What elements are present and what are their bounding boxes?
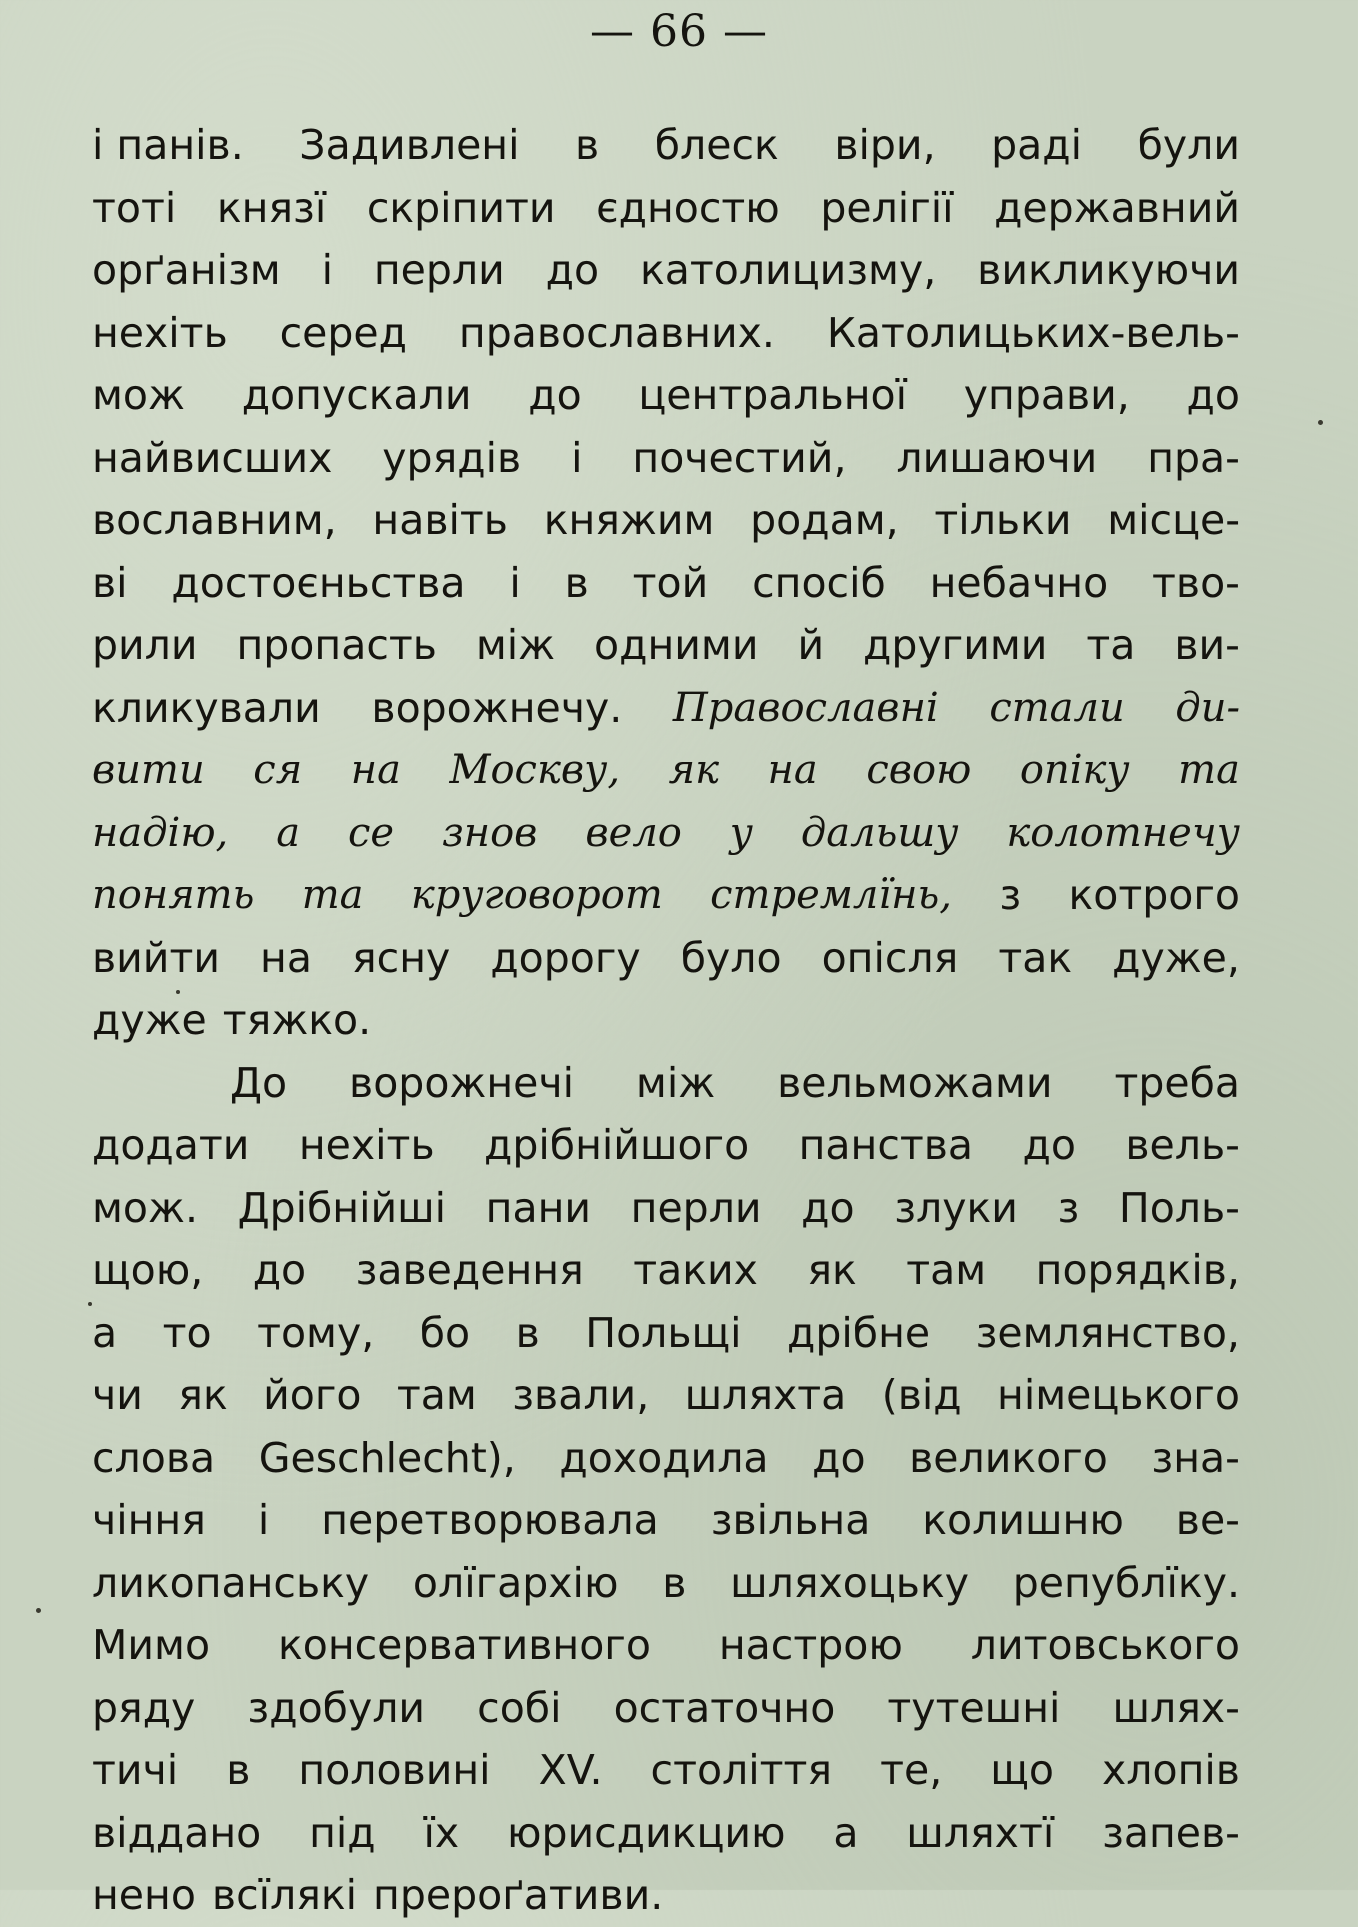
italic-word: у: [729, 809, 753, 856]
word: запев-: [1102, 1808, 1240, 1857]
text-line: [92, 927, 1240, 990]
word: дрібнійшого: [484, 1121, 750, 1169]
word: між: [475, 621, 556, 669]
word: найвисших: [92, 433, 333, 482]
word: дрібне: [787, 1308, 931, 1357]
word: і панів.: [92, 121, 244, 169]
italic-word: та: [301, 872, 364, 918]
word: консервативного: [277, 1621, 651, 1669]
word: та: [1086, 621, 1136, 669]
text-line: [92, 677, 1240, 740]
word: в: [662, 1558, 687, 1607]
word: викликуючи: [977, 246, 1240, 294]
word: одними: [594, 621, 759, 669]
word: ворожнечу.: [371, 683, 623, 732]
text-line: [92, 1052, 1240, 1115]
word: ви-: [1174, 621, 1240, 669]
word: місце-: [1107, 496, 1240, 544]
word: литовського: [970, 1621, 1240, 1669]
word: серед: [279, 308, 408, 357]
word: релігії: [820, 183, 954, 232]
word: там: [906, 1246, 987, 1294]
word: центральної: [638, 371, 908, 419]
text-line: [92, 1177, 1240, 1240]
italic-word: вити: [92, 747, 205, 793]
word: тяжко.: [222, 996, 372, 1044]
word: чіння: [92, 1496, 206, 1544]
word: вель-: [1125, 1121, 1240, 1169]
word: до: [801, 1183, 855, 1232]
word: скріпити: [366, 183, 556, 232]
word: там: [396, 1371, 477, 1419]
word: треба: [1114, 1058, 1240, 1107]
word: хлопів: [1102, 1746, 1240, 1794]
word: пани: [485, 1183, 592, 1232]
word: вельможами: [777, 1058, 1053, 1107]
word: його: [263, 1371, 362, 1419]
body-text: [92, 114, 1240, 1927]
word: й: [797, 621, 825, 669]
word: достоєньства: [171, 558, 466, 607]
word: доходила: [559, 1433, 769, 1482]
word: до: [545, 246, 600, 294]
word: колишню: [922, 1496, 1124, 1544]
text-line: [92, 1677, 1240, 1740]
word: перетворювала: [321, 1496, 659, 1544]
word: були: [1137, 121, 1240, 169]
word: той: [632, 558, 709, 607]
word: і: [257, 1496, 270, 1544]
word: в: [515, 1308, 540, 1357]
text-line: [92, 864, 1240, 927]
word: з: [1057, 1183, 1080, 1232]
word: Задивлені: [299, 121, 520, 169]
paper-speck: [1318, 420, 1323, 425]
word: те,: [880, 1746, 943, 1794]
word: під: [309, 1808, 376, 1857]
text-line: [92, 1239, 1240, 1302]
word: тому,: [257, 1308, 375, 1357]
word: настрою: [718, 1621, 903, 1669]
word: Geschlecht),: [258, 1433, 516, 1482]
word: урядів: [382, 433, 522, 482]
word: злуки: [894, 1183, 1018, 1232]
word: звали,: [512, 1371, 650, 1419]
word: віддано: [92, 1808, 262, 1857]
word: перли: [630, 1183, 762, 1232]
word: почестий,: [632, 433, 847, 482]
word: перли: [373, 246, 505, 294]
word: шляхта: [684, 1371, 847, 1419]
word: дуже,: [1112, 933, 1240, 982]
word: вославним,: [92, 496, 337, 544]
word: нехіть: [92, 308, 228, 357]
word: то: [162, 1308, 212, 1357]
word: тво-: [1152, 558, 1240, 607]
word: навіть: [372, 496, 508, 544]
word: кликували: [92, 683, 321, 732]
italic-word: стремлїнь,: [710, 872, 953, 918]
word: єдностю: [596, 183, 780, 232]
word: родам,: [750, 496, 899, 544]
word: їх: [423, 1808, 460, 1857]
word: таких: [633, 1246, 758, 1294]
word: остаточно: [613, 1683, 836, 1732]
word: (від: [881, 1371, 962, 1419]
text-line: [92, 1427, 1240, 1490]
text-line: [92, 1739, 1240, 1802]
word: в: [575, 121, 600, 169]
word: шлях-: [1112, 1683, 1240, 1732]
word: ликопанську: [92, 1558, 370, 1607]
paper-speck: [88, 1302, 92, 1306]
word: як: [807, 1246, 857, 1294]
word: століття: [650, 1746, 833, 1794]
word: княжим: [543, 496, 715, 544]
italic-word: свою: [866, 747, 972, 793]
word: князї: [216, 183, 327, 232]
text-line: [92, 739, 1240, 802]
text-line: [92, 989, 1240, 1052]
word: До: [230, 1058, 288, 1107]
word: вийти: [92, 933, 220, 982]
word: в: [564, 558, 589, 607]
word: до: [812, 1433, 866, 1482]
word: до: [528, 371, 582, 419]
word: в: [226, 1746, 251, 1794]
italic-word: Москву,: [449, 747, 621, 793]
text-line: [92, 1864, 1240, 1927]
word: до: [1022, 1121, 1076, 1169]
word: орґанізм: [92, 246, 281, 294]
word: а: [833, 1808, 859, 1857]
word: олїгархію: [412, 1558, 619, 1607]
word: рили: [92, 621, 198, 669]
word: дорогу: [490, 933, 641, 982]
italic-word: знов: [441, 809, 538, 856]
word: що: [990, 1746, 1054, 1794]
page-number: — 66 —: [590, 6, 768, 57]
word: раді: [991, 121, 1083, 169]
word: на: [260, 933, 312, 982]
word: тільки: [934, 496, 1072, 544]
text-line: [92, 802, 1240, 865]
word: державний: [994, 183, 1240, 232]
italic-word: се: [347, 809, 395, 856]
text-line: [92, 1552, 1240, 1615]
word: з: [999, 871, 1022, 919]
text-line: [92, 302, 1240, 365]
italic-word: на: [767, 747, 818, 793]
word: католицизму,: [639, 246, 937, 294]
word: републїку.: [1012, 1558, 1240, 1607]
word: другими: [863, 621, 1048, 669]
word: віри,: [834, 121, 936, 169]
word: чи: [92, 1371, 143, 1419]
word: як: [178, 1371, 228, 1419]
word: пропасть: [236, 621, 437, 669]
word: ряду: [92, 1683, 196, 1732]
word: пра-: [1147, 433, 1240, 482]
word: управи,: [963, 371, 1130, 419]
word: нено: [92, 1871, 196, 1919]
word: XV.: [538, 1746, 603, 1794]
word: всїлякі: [211, 1871, 358, 1919]
text-line: [92, 427, 1240, 490]
word: і: [509, 558, 521, 607]
word: нехіть: [298, 1121, 435, 1169]
word: допускали: [241, 371, 472, 419]
word: юрисдикцию: [506, 1808, 786, 1857]
word: слова: [92, 1433, 216, 1482]
word: котрого: [1068, 871, 1240, 919]
word: щою,: [92, 1246, 204, 1294]
word: і: [321, 246, 333, 294]
word: Католицьких-вель-: [826, 308, 1240, 357]
text-line: [92, 177, 1240, 240]
word: дуже: [92, 996, 207, 1044]
word: великого: [909, 1433, 1108, 1482]
italic-word: на: [350, 747, 401, 793]
word: собі: [477, 1683, 562, 1732]
text-line: [92, 1302, 1240, 1365]
word: ворожнечі: [349, 1058, 574, 1107]
word: половині: [298, 1746, 491, 1794]
word: німецького: [997, 1371, 1240, 1419]
word: лишаючи: [896, 433, 1098, 482]
word: між: [635, 1058, 716, 1107]
word: бо: [419, 1308, 471, 1357]
word: шляхоцьку: [730, 1558, 969, 1607]
word: звільна: [710, 1496, 871, 1544]
text-line: [92, 364, 1240, 427]
text-line: [92, 1614, 1240, 1677]
word: так: [998, 933, 1073, 982]
word: тутешні: [887, 1683, 1061, 1732]
text-line: [92, 114, 1240, 177]
text-line: [92, 614, 1240, 677]
word: порядків,: [1035, 1246, 1240, 1294]
word: до: [252, 1246, 307, 1294]
word: блеск: [654, 121, 779, 169]
word: спосіб: [752, 558, 886, 607]
paper-speck: [176, 990, 180, 994]
italic-word: надію,: [92, 809, 229, 856]
italic-word: стали: [989, 684, 1125, 731]
italic-word: ди-: [1175, 684, 1240, 731]
word: Польщі: [585, 1308, 742, 1357]
word: і: [571, 433, 583, 482]
text-line: [92, 1802, 1240, 1865]
italic-word: вело: [585, 809, 682, 856]
word: було: [680, 933, 782, 982]
italic-word: круговорот: [410, 872, 663, 918]
word: панства: [798, 1121, 974, 1169]
text-line: [92, 552, 1240, 615]
italic-word: ся: [253, 747, 303, 793]
word: прероґативи.: [373, 1871, 664, 1919]
word: заведення: [355, 1246, 584, 1294]
text-line: [92, 489, 1240, 552]
word: тоті: [92, 183, 177, 232]
italic-word: як: [668, 747, 719, 793]
word: додати: [92, 1121, 250, 1169]
italic-word: а: [276, 809, 301, 856]
word: до: [1186, 371, 1240, 419]
word: Дрібнійші: [237, 1183, 447, 1232]
word: зна-: [1151, 1433, 1240, 1482]
word: небачно: [929, 558, 1109, 607]
paper-speck: [36, 1608, 41, 1613]
word: землянство,: [975, 1308, 1240, 1357]
word: Мимо: [92, 1621, 211, 1669]
text-line: [92, 239, 1240, 302]
word: ве-: [1175, 1496, 1240, 1544]
word: шляхтї: [906, 1808, 1055, 1857]
word: Поль-: [1118, 1183, 1240, 1232]
word: ві: [92, 558, 128, 607]
italic-word: дальшу: [800, 809, 959, 856]
italic-word: понять: [92, 872, 255, 918]
text-line: [92, 1364, 1240, 1427]
word: опісля: [821, 933, 959, 982]
word: мож: [92, 371, 185, 419]
word: а: [92, 1308, 118, 1357]
italic-word: та: [1178, 747, 1240, 793]
italic-word: опіку: [1019, 747, 1130, 793]
word: тичі: [92, 1746, 179, 1794]
italic-word: колотнечу: [1006, 809, 1240, 856]
word: мож.: [92, 1183, 198, 1232]
word: ясну: [352, 933, 451, 982]
italic-word: Православні: [672, 684, 939, 731]
text-line: [92, 1489, 1240, 1552]
text-line: [92, 1114, 1240, 1177]
word: здобули: [247, 1683, 426, 1732]
word: православних.: [458, 308, 775, 357]
